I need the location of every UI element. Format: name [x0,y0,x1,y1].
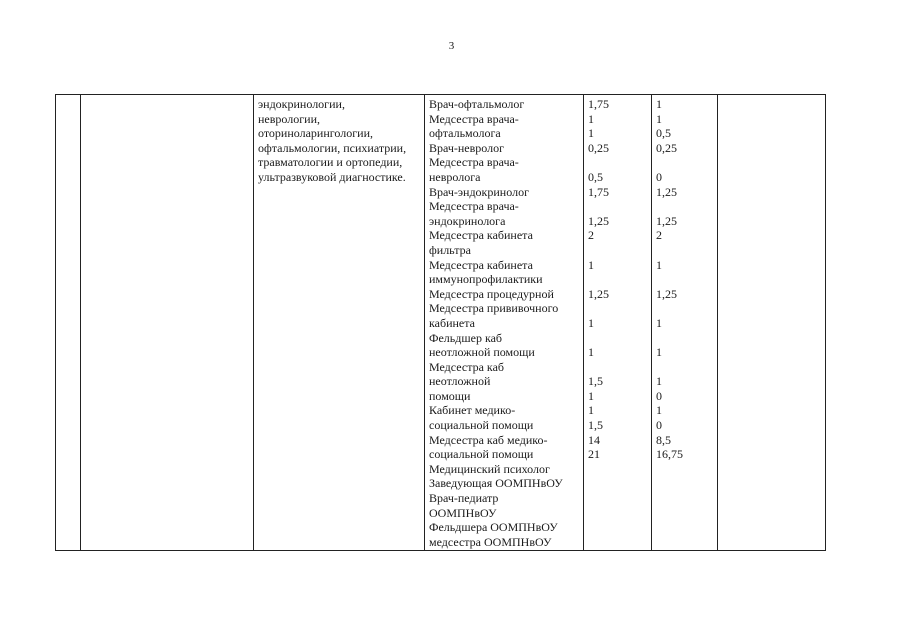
column-divider [80,95,81,550]
specialties-cell: эндокринологии, неврологии, оториноларингологии, офтальмологии, психиатрии, травматологии и ортопедии, ультразвуковой диагностике. [258,97,407,184]
page-number: 3 [448,40,455,52]
column-divider [651,95,652,550]
staffing-table [55,94,826,551]
rates-cell: 1,75 1 1 0,25 0,5 1,75 1,25 2 1 1,25 1 1 1,5 1 1 1,5 14 21 [588,97,609,462]
column-divider [253,95,254,550]
positions-cell: Врач-офтальмолог Медсестра врача- офтальмолога Врач-невролог Медсестра врача- невролога Врач-эндокринолог Медсестра врача- эндокринолога Медсестра кабинета фильтра Медсестра кабинета иммунопрофилактики Медсестра процедурной Медсестра прививочного кабинета Фельдшер каб неотложной помощи Медсестра каб неотложной помощи Кабинет медико- социальной помощи Медсестра каб медико- социальной помощи Медицинский психолог Заведующая ООМПНвОУ Врач-педиатр ООМПНвОУ Фельдшера ООМПНвОУ медсестра ООМПНвОУ [429,97,563,549]
occupied-rates-cell: 1 1 0,5 0,25 0 1,25 1,25 2 1 1,25 1 1 1 0 1 0 8,5 16,75 [656,97,683,462]
